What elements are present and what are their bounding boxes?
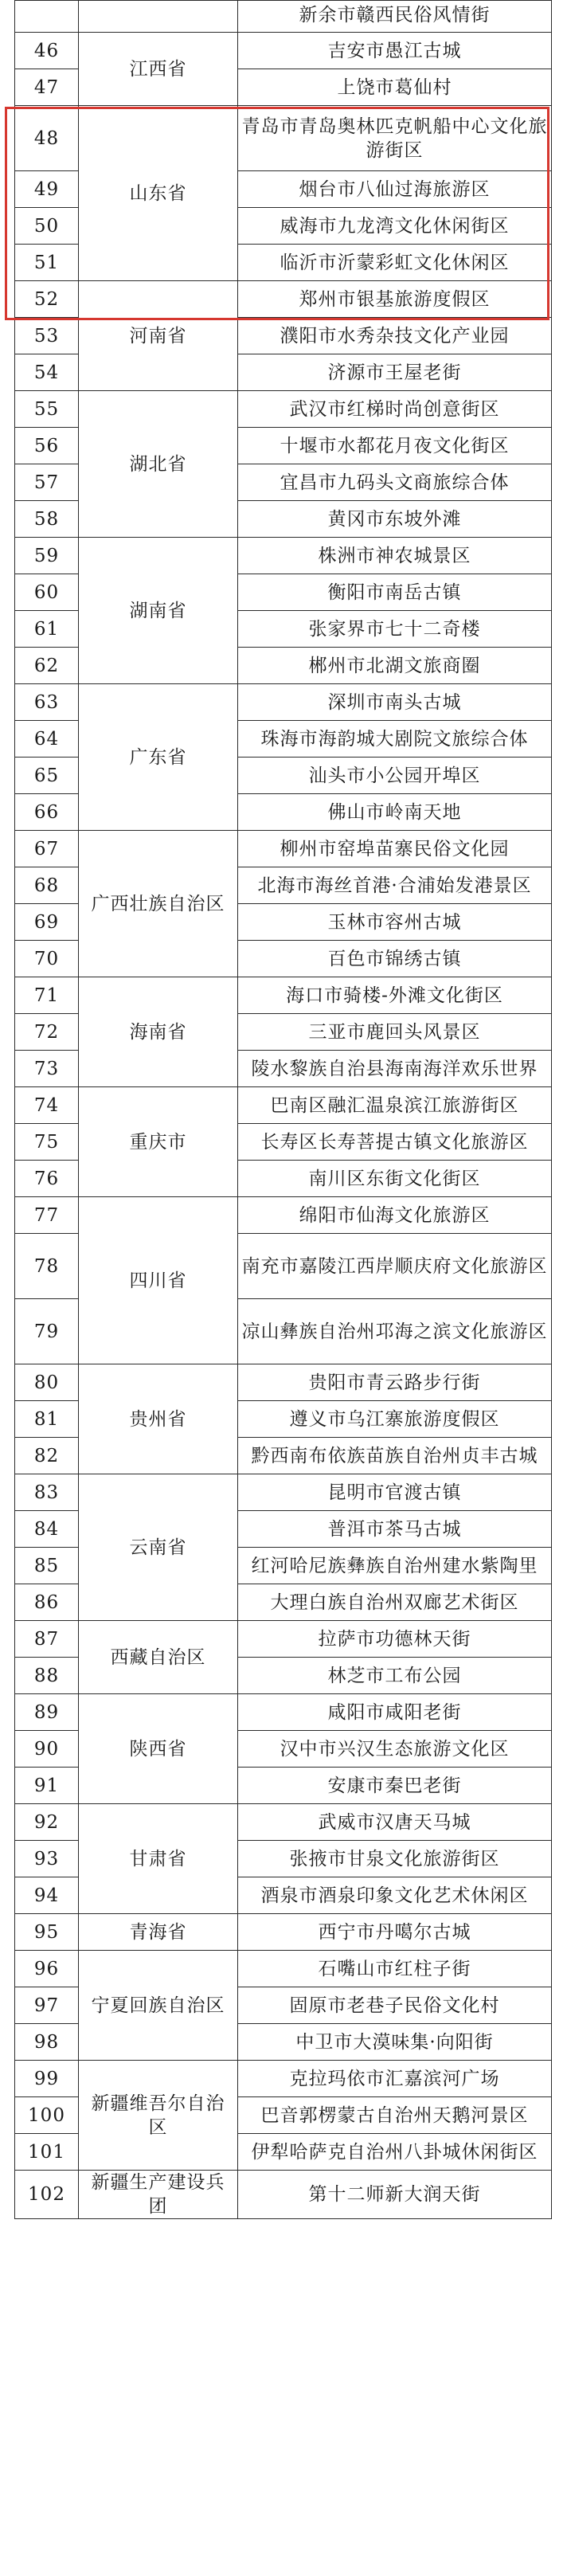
row-number: 91: [15, 1768, 79, 1804]
site-name: 咸阳市咸阳老街: [238, 1694, 552, 1731]
province-cell: 贵州省: [79, 1364, 238, 1474]
site-name: 南川区东街文化街区: [238, 1161, 552, 1197]
site-name: 黔西南布依族苗族自治州贞丰古城: [238, 1438, 552, 1474]
row-number: 93: [15, 1841, 79, 1877]
row-number: 56: [15, 428, 79, 464]
row-number: 86: [15, 1584, 79, 1621]
row-number: 80: [15, 1364, 79, 1401]
province-cell: 广东省: [79, 684, 238, 831]
row-number: 71: [15, 977, 79, 1014]
row-number: 64: [15, 721, 79, 758]
row-number: 57: [15, 464, 79, 501]
site-name: 长寿区长寿菩提古镇文化旅游区: [238, 1124, 552, 1161]
site-name: 陵水黎族自治县海南海洋欢乐世界: [238, 1051, 552, 1087]
site-name: 中卫市大漠味集·向阳街: [238, 2024, 552, 2061]
table-row: [15, 538, 552, 574]
site-name: 黄冈市东坡外滩: [238, 501, 552, 538]
province-cell: 云南省: [79, 1474, 238, 1621]
site-name: 十堰市水都花月夜文化街区: [238, 428, 552, 464]
row-number: 101: [15, 2134, 79, 2171]
site-name: 烟台市八仙过海旅游区: [238, 171, 552, 208]
row-number: 85: [15, 1548, 79, 1584]
row-number: 77: [15, 1197, 79, 1234]
row-number: 66: [15, 794, 79, 831]
row-number: 81: [15, 1401, 79, 1438]
site-name: 第十二师新大润天街: [238, 2171, 552, 2219]
province-cell: 甘肃省: [79, 1804, 238, 1914]
row-number: 46: [15, 33, 79, 69]
site-name: 海口市骑楼-外滩文化街区: [238, 977, 552, 1014]
row-number: 70: [15, 941, 79, 977]
site-name: 新余市赣西民俗风情街: [238, 1, 552, 33]
row-number: 50: [15, 208, 79, 245]
row-number: [15, 1, 79, 33]
province-cell: 海南省: [79, 977, 238, 1087]
site-name: 株洲市神农城景区: [238, 538, 552, 574]
row-number: 87: [15, 1621, 79, 1658]
province-cell: 陕西省: [79, 1694, 238, 1804]
site-name: 林芝市工布公园: [238, 1658, 552, 1694]
table-row: [15, 684, 552, 721]
site-name: 玉林市容州古城: [238, 904, 552, 941]
table-row: [15, 1197, 552, 1234]
site-name: 昆明市官渡古镇: [238, 1474, 552, 1511]
row-number: 76: [15, 1161, 79, 1197]
row-number: 55: [15, 391, 79, 428]
row-number: 59: [15, 538, 79, 574]
table-row: [15, 1, 552, 33]
row-number: 88: [15, 1658, 79, 1694]
row-number: 51: [15, 245, 79, 281]
table-row: [15, 1951, 552, 1987]
site-name: 濮阳市水秀杂技文化产业园: [238, 318, 552, 354]
site-name: 绵阳市仙海文化旅游区: [238, 1197, 552, 1234]
site-name: 汕头市小公园开埠区: [238, 758, 552, 794]
site-name: 佛山市岭南天地: [238, 794, 552, 831]
row-number: 62: [15, 648, 79, 684]
row-number: 102: [15, 2171, 79, 2219]
site-name: 武汉市红梯时尚创意街区: [238, 391, 552, 428]
row-number: 69: [15, 904, 79, 941]
row-number: 65: [15, 758, 79, 794]
row-number: 73: [15, 1051, 79, 1087]
site-name: 柳州市窑埠苗寨民俗文化园: [238, 831, 552, 867]
row-number: 74: [15, 1087, 79, 1124]
table-row: [15, 106, 552, 171]
site-name: 宜昌市九码头文商旅综合体: [238, 464, 552, 501]
province-cell: 新疆生产建设兵团: [79, 2171, 238, 2219]
row-number: 84: [15, 1511, 79, 1548]
site-name: 张掖市甘泉文化旅游街区: [238, 1841, 552, 1877]
table-row: [15, 2171, 552, 2219]
row-number: 90: [15, 1731, 79, 1768]
row-number: 95: [15, 1914, 79, 1951]
row-number: 96: [15, 1951, 79, 1987]
site-name: 大理白族自治州双廊艺术街区: [238, 1584, 552, 1621]
site-name: 汉中市兴汉生态旅游文化区: [238, 1731, 552, 1768]
site-name: 上饶市葛仙村: [238, 69, 552, 106]
row-number: 68: [15, 867, 79, 904]
row-number: 58: [15, 501, 79, 538]
site-name: 凉山彝族自治州邛海之滨文化旅游区: [238, 1299, 552, 1364]
table-row: [15, 977, 552, 1014]
scenic-list-table: [14, 0, 552, 2219]
row-number: 98: [15, 2024, 79, 2061]
row-number: 82: [15, 1438, 79, 1474]
site-name: 郑州市银基旅游度假区: [238, 281, 552, 318]
table-row: [15, 281, 552, 318]
row-number: 47: [15, 69, 79, 106]
row-number: 97: [15, 1987, 79, 2024]
site-name: 武威市汉唐天马城: [238, 1804, 552, 1841]
row-number: 67: [15, 831, 79, 867]
site-name: 红河哈尼族彝族自治州建水紫陶里: [238, 1548, 552, 1584]
province-cell: 重庆市: [79, 1087, 238, 1197]
site-name: 郴州市北湖文旅商圈: [238, 648, 552, 684]
row-number: 83: [15, 1474, 79, 1511]
row-number: 52: [15, 281, 79, 318]
row-number: 48: [15, 106, 79, 171]
table-row: [15, 1087, 552, 1124]
site-name: 石嘴山市红柱子街: [238, 1951, 552, 1987]
row-number: 78: [15, 1234, 79, 1299]
table-row: [15, 2061, 552, 2097]
province-cell: 西藏自治区: [79, 1621, 238, 1694]
site-name: 遵义市乌江寨旅游度假区: [238, 1401, 552, 1438]
site-name: 伊犁哈萨克自治州八卦城休闲街区: [238, 2134, 552, 2171]
site-name: 固原市老巷子民俗文化村: [238, 1987, 552, 2024]
table-row: [15, 1474, 552, 1511]
province-cell: 青海省: [79, 1914, 238, 1951]
site-name: 威海市九龙湾文化休闲街区: [238, 208, 552, 245]
province-cell: 山东省: [79, 106, 238, 281]
site-name: 深圳市南头古城: [238, 684, 552, 721]
province-cell: 宁夏回族自治区: [79, 1951, 238, 2061]
province-cell: 广西壮族自治区: [79, 831, 238, 977]
row-number: 100: [15, 2097, 79, 2134]
site-name: 巴南区融汇温泉滨江旅游街区: [238, 1087, 552, 1124]
row-number: 63: [15, 684, 79, 721]
table-row: [15, 1364, 552, 1401]
site-name: 西宁市丹噶尔古城: [238, 1914, 552, 1951]
row-number: 94: [15, 1877, 79, 1914]
row-number: 60: [15, 574, 79, 611]
row-number: 79: [15, 1299, 79, 1364]
site-name: 克拉玛依市汇嘉滨河广场: [238, 2061, 552, 2097]
table-row: [15, 1621, 552, 1658]
row-number: 54: [15, 354, 79, 391]
site-name: 酒泉市酒泉印象文化艺术休闲区: [238, 1877, 552, 1914]
row-number: 49: [15, 171, 79, 208]
table-row: [15, 1914, 552, 1951]
site-name: 青岛市青岛奥林匹克帆船中心文化旅游街区: [238, 106, 552, 171]
site-name: 南充市嘉陵江西岸顺庆府文化旅游区: [238, 1234, 552, 1299]
site-name: 济源市王屋老街: [238, 354, 552, 391]
row-number: 89: [15, 1694, 79, 1731]
province-cell: [79, 1, 238, 33]
province-cell: 湖北省: [79, 391, 238, 538]
table-row: [15, 391, 552, 428]
site-name: 临沂市沂蒙彩虹文化休闲区: [238, 245, 552, 281]
site-name: 百色市锦绣古镇: [238, 941, 552, 977]
province-cell: 新疆维吾尔自治区: [79, 2061, 238, 2171]
row-number: 72: [15, 1014, 79, 1051]
table-row: [15, 831, 552, 867]
row-number: 61: [15, 611, 79, 648]
row-number: 53: [15, 318, 79, 354]
table-row: [15, 33, 552, 69]
site-name: 珠海市海韵城大剧院文旅综合体: [238, 721, 552, 758]
site-name: 张家界市七十二奇楼: [238, 611, 552, 648]
site-name: 安康市秦巴老街: [238, 1768, 552, 1804]
province-cell: 江西省: [79, 33, 238, 106]
province-cell: 河南省: [79, 281, 238, 391]
province-cell: 湖南省: [79, 538, 238, 684]
province-cell: 四川省: [79, 1197, 238, 1364]
table-row: [15, 1804, 552, 1841]
site-name: 普洱市茶马古城: [238, 1511, 552, 1548]
site-name: 吉安市愚江古城: [238, 33, 552, 69]
row-number: 99: [15, 2061, 79, 2097]
site-name: 衡阳市南岳古镇: [238, 574, 552, 611]
site-name: 拉萨市功德林天街: [238, 1621, 552, 1658]
site-name: 巴音郭楞蒙古自治州天鹅河景区: [238, 2097, 552, 2134]
site-name: 北海市海丝首港·合浦始发港景区: [238, 867, 552, 904]
table-row: [15, 1694, 552, 1731]
row-number: 92: [15, 1804, 79, 1841]
site-name: 贵阳市青云路步行街: [238, 1364, 552, 1401]
row-number: 75: [15, 1124, 79, 1161]
site-name: 三亚市鹿回头风景区: [238, 1014, 552, 1051]
